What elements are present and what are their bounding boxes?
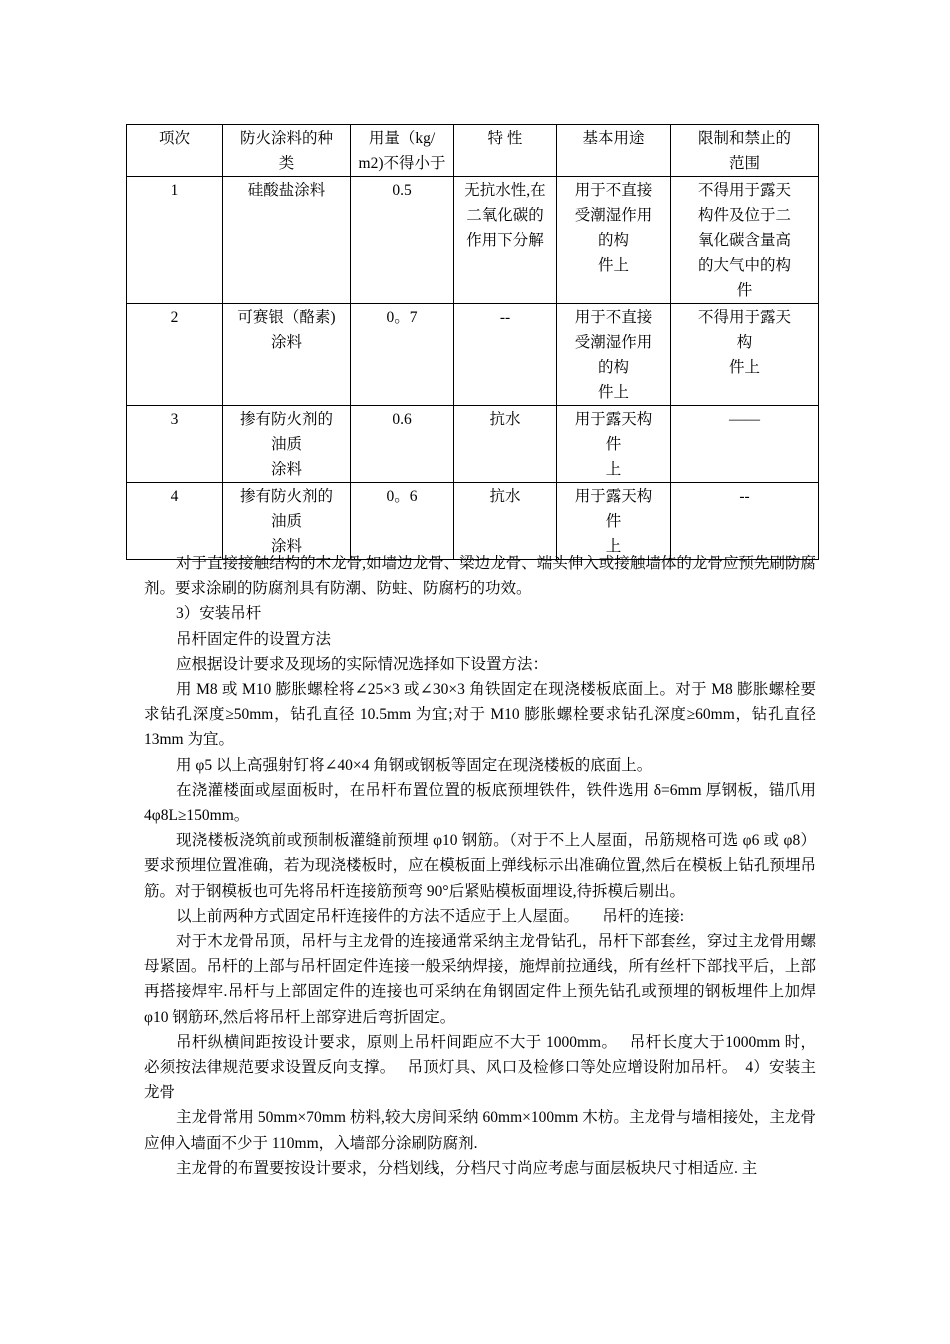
table-cell: 抗水	[454, 406, 557, 483]
table-cell: --	[671, 483, 819, 560]
body-text	[144, 551, 816, 1181]
paragraph: 应根据设计要求及现场的实际情况选择如下设置方法：	[176, 655, 549, 673]
table-body	[127, 125, 819, 560]
table-cell: 2	[127, 304, 223, 406]
table-row	[127, 304, 819, 406]
header-cell: 基本用途	[557, 125, 671, 177]
table-header-row	[127, 125, 819, 177]
table-cell: 用于不直接 受潮湿作用 的构 件上	[557, 304, 671, 406]
table-cell: 用于露天构 件 上	[557, 483, 671, 560]
paragraph: 吊杆纵横间距按设计要求，原则上吊杆间距应不大于 1000mm。 吊杆长度大于1000mm 时，必须按法律规范要求设置反向支撑。 吊顶灯具、风口及检修口等处应增设附加吊杆。 4）安装主龙骨	[144, 1033, 816, 1102]
header-cell: 用量（kg/ m2)不得小于	[351, 125, 454, 177]
table-cell: 0。7	[351, 304, 454, 406]
paragraph: 在浇灌楼面或屋面板时，在吊杆布置位置的板底预埋铁件，铁件选用 δ=6mm 厚钢板，锚爪用 4φ8L≥150mm。	[144, 781, 816, 825]
table-row	[127, 406, 819, 483]
table-cell: 抗水	[454, 483, 557, 560]
paragraph: 用 M8 或 M10 膨胀螺栓将∠25×3 或∠30×3 角铁固定在现浇楼板底面上。对于 M8 膨胀螺栓要求钻孔深度≥50mm，钻孔直径 10.5mm 为宜;对于 M10 膨胀螺栓要求钻孔深度≥60mm，钻孔直径 13mm 为宜。	[144, 681, 816, 749]
table-cell: 0.6	[351, 406, 454, 483]
paragraph: 主龙骨的布置要按设计要求，分档划线，分档尺寸尚应考虑与面层板块尺寸相适应. 主	[176, 1159, 758, 1177]
paragraph: 对于直接接触结构的木龙骨,如墙边龙骨、梁边龙骨、端头伸入或接触墙体的龙骨应预先刷防腐剂。要求涂刷的防腐剂具有防潮、防蛀、防腐朽的功效。	[144, 555, 816, 598]
table-row	[127, 177, 819, 304]
table-row	[127, 483, 819, 560]
table-cell: 掺有防火剂的 油质 涂料	[223, 406, 351, 483]
table-cell: 0。6	[351, 483, 454, 560]
table-cell: 0.5	[351, 177, 454, 304]
paragraph: 对于木龙骨吊顶，吊杆与主龙骨的连接通常采纳主龙骨钻孔，吊杆下部套丝，穿过主龙骨用螺母紧固。吊杆的上部与吊杆固定件连接一般采纳焊接，施焊前拉通线，所有丝杆下部找平后，上部再搭接焊牢.吊杆与上部固定件的连接也可采纳在角钢固定件上预先钻孔或预埋的钢板埋件上加焊 φ10 钢筋环,然后将吊杆上部穿进后弯折固定。	[144, 933, 816, 1026]
paragraph: 主龙骨常用 50mm×70mm 枋料,较大房间采纳 60mm×100mm 木枋。主龙骨与墙相接处，主龙骨应伸入墙面不少于 110mm，入墙部分涂刷防腐剂.	[144, 1109, 816, 1152]
table-cell: 可赛银（酪素) 涂料	[223, 304, 351, 406]
table-cell: 无抗水性,在 二氧化碳的 作用下分解	[454, 177, 557, 304]
header-cell: 特 性	[454, 125, 557, 177]
table-cell: ——	[671, 406, 819, 483]
table-cell: 硅酸盐涂料	[223, 177, 351, 304]
table-cell: 不得用于露天 构 件上	[671, 304, 819, 406]
table-cell: 不得用于露天 构件及位于二 氧化碳含量高 的大气中的构 件	[671, 177, 819, 304]
table-cell: 1	[127, 177, 223, 304]
table-cell: 掺有防火剂的 油质 涂料	[223, 483, 351, 560]
paragraph: 现浇楼板浇筑前或预制板灌缝前预埋 φ10 钢筋。（对于不上人屋面，吊筋规格可选 φ6 或 φ8）要求预埋位置准确，若为现浇楼板时，应在模板面上弹线标示出准确位置,然后在模板上钻孔预埋吊筋。对于钢模板也可先将吊杆连接筋预弯 90°后紧贴模板面埋设,待拆模后剔出。	[144, 832, 816, 900]
header-cell: 防火涂料的种 类	[223, 125, 351, 177]
table-cell: 4	[127, 483, 223, 560]
table-cell: --	[454, 304, 557, 406]
header-cell: 限制和禁止的 范围	[671, 125, 819, 177]
fireproof-coating-table	[126, 124, 819, 560]
paragraph: 以上前两种方式固定吊杆连接件的方法不适应于上人屋面。 吊杆的连接:	[176, 907, 685, 925]
section-heading: 3）安装吊杆	[176, 605, 262, 623]
subheading: 吊杆固定件的设置方法	[176, 630, 332, 648]
table-cell: 用于露天构 件 上	[557, 406, 671, 483]
table-cell: 用于不直接 受潮湿作用 的构 件上	[557, 177, 671, 304]
paragraph: 用 φ5 以上高强射钉将∠40×4 角钢或钢板等固定在现浇楼板的底面上。	[176, 756, 653, 774]
table-cell: 3	[127, 406, 223, 483]
header-cell: 项次	[127, 125, 223, 177]
